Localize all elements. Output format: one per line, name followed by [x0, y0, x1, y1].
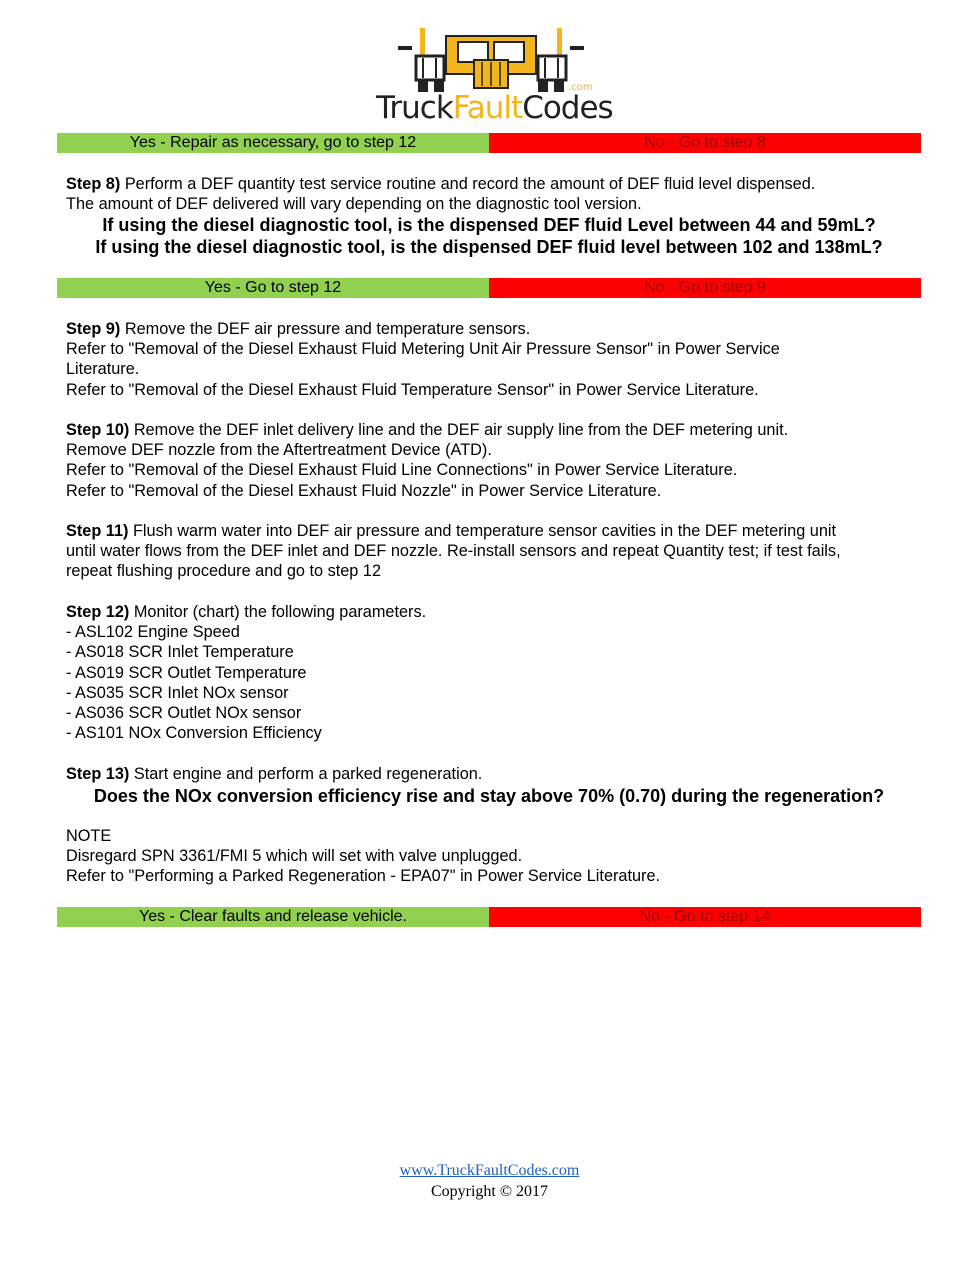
truckfaultcodes-logo [376, 18, 613, 128]
step-13-text: Start engine and perform a parked regeneration. [129, 765, 483, 783]
step-9-text: Remove the DEF air pressure and temperature sensors. [120, 320, 531, 338]
step-12 [66, 602, 926, 743]
step-9-label: Step 9) [66, 320, 121, 338]
step-10-line2: Remove DEF nozzle from the Aftertreatment Device (ATD). [66, 441, 492, 460]
footer [0, 1160, 979, 1202]
website-link[interactable]: www.TruckFaultCodes.com [399, 1162, 580, 1179]
step-10-line4: Refer to "Removal of the Diesel Exhaust Fluid Nozzle" in Power Service Literature. [66, 481, 662, 500]
parameter-item: - AS101 NOx Conversion Efficiency [66, 724, 322, 743]
yes-answer: Yes - Repair as necessary, go to step 12 [57, 133, 489, 153]
step-9-line3: Literature. [66, 360, 140, 379]
answer-bar-step7 [57, 133, 921, 153]
no-answer: No - Go to step 8 [489, 133, 921, 153]
parameter-item: - AS035 SCR Inlet NOx sensor [66, 683, 289, 702]
step-8-label: Step 8) [66, 175, 121, 193]
step-12-text: Monitor (chart) the following parameters. [129, 603, 427, 621]
step-9-line4: Refer to "Removal of the Diesel Exhaust Fluid Temperature Sensor" in Power Service Literature. [66, 380, 759, 399]
step-8-question-1: If using the diesel diagnostic tool, is the dispensed DEF fluid Level between 44 and 59mL? [102, 215, 876, 235]
step-10-label: Step 10) [66, 421, 130, 439]
step-10-line3: Refer to "Removal of the Diesel Exhaust Fluid Line Connections" in Power Service Literature. [66, 461, 738, 480]
note-line2: Refer to "Performing a Parked Regeneration - EPA07" in Power Service Literature. [66, 867, 661, 886]
step-8-line2: The amount of DEF delivered will vary depending on the diagnostic tool version. [66, 195, 642, 214]
no-answer: No - Go to step 14 [489, 907, 921, 927]
step-13-question: Does the NOx conversion efficiency rise and stay above 70% (0.70) during the regeneration? [93, 786, 885, 806]
step-13 [66, 764, 926, 784]
logo-wordmark [376, 90, 613, 126]
parameter-item: - ASL102 Engine Speed [66, 623, 240, 642]
note-title: NOTE [66, 827, 112, 845]
step-10-text: Remove the DEF inlet delivery line and the DEF air supply line from the DEF metering unit. [129, 421, 789, 439]
step-8 [66, 174, 926, 214]
logo-text-codes: Codes [522, 90, 613, 126]
step-9-line2: Refer to "Removal of the Diesel Exhaust Fluid Metering Unit Air Pressure Sensor" in Power Service [66, 340, 780, 359]
step-8-question-2: If using the diesel diagnostic tool, is the dispensed DEF fluid level between 102 and 138mL? [95, 237, 883, 257]
copyright: Copyright © 2017 [430, 1183, 549, 1200]
answer-bar-step8 [57, 278, 921, 298]
parameter-item: - AS019 SCR Outlet Temperature [66, 663, 307, 682]
yes-answer: Yes - Go to step 12 [57, 278, 489, 298]
yes-answer: Yes - Clear faults and release vehicle. [57, 907, 489, 927]
step-12-label: Step 12) [66, 603, 130, 621]
step-11-text: Flush warm water into DEF air pressure and temperature sensor cavities in the DEF metering unit [128, 522, 837, 540]
logo-text-fault: Fault [452, 90, 523, 126]
step-11-line3: repeat flushing procedure and go to step 12 [66, 562, 381, 581]
answer-bar-step13 [57, 907, 921, 927]
step-11 [66, 521, 926, 582]
step-13-note [66, 826, 926, 887]
parameter-item: - AS036 SCR Outlet NOx sensor [66, 704, 302, 723]
logo-dotcom: .com [568, 82, 593, 93]
step-13-label: Step 13) [66, 765, 130, 783]
step-11-label: Step 11) [66, 522, 129, 540]
step-11-line2: until water flows from the DEF inlet and DEF nozzle. Re-install sensors and repeat Quantity test; if test fails, [66, 542, 841, 561]
no-answer: No - Go to step 9 [489, 278, 921, 298]
note-line1: Disregard SPN 3361/FMI 5 which will set with valve unplugged. [66, 847, 523, 866]
parameter-item: - AS018 SCR Inlet Temperature [66, 643, 294, 662]
step-9 [66, 319, 926, 400]
logo-text-truck: Truck [376, 90, 453, 126]
step-8-text: Perform a DEF quantity test service routine and record the amount of DEF fluid level dispensed. [120, 175, 816, 193]
step-10 [66, 420, 926, 501]
